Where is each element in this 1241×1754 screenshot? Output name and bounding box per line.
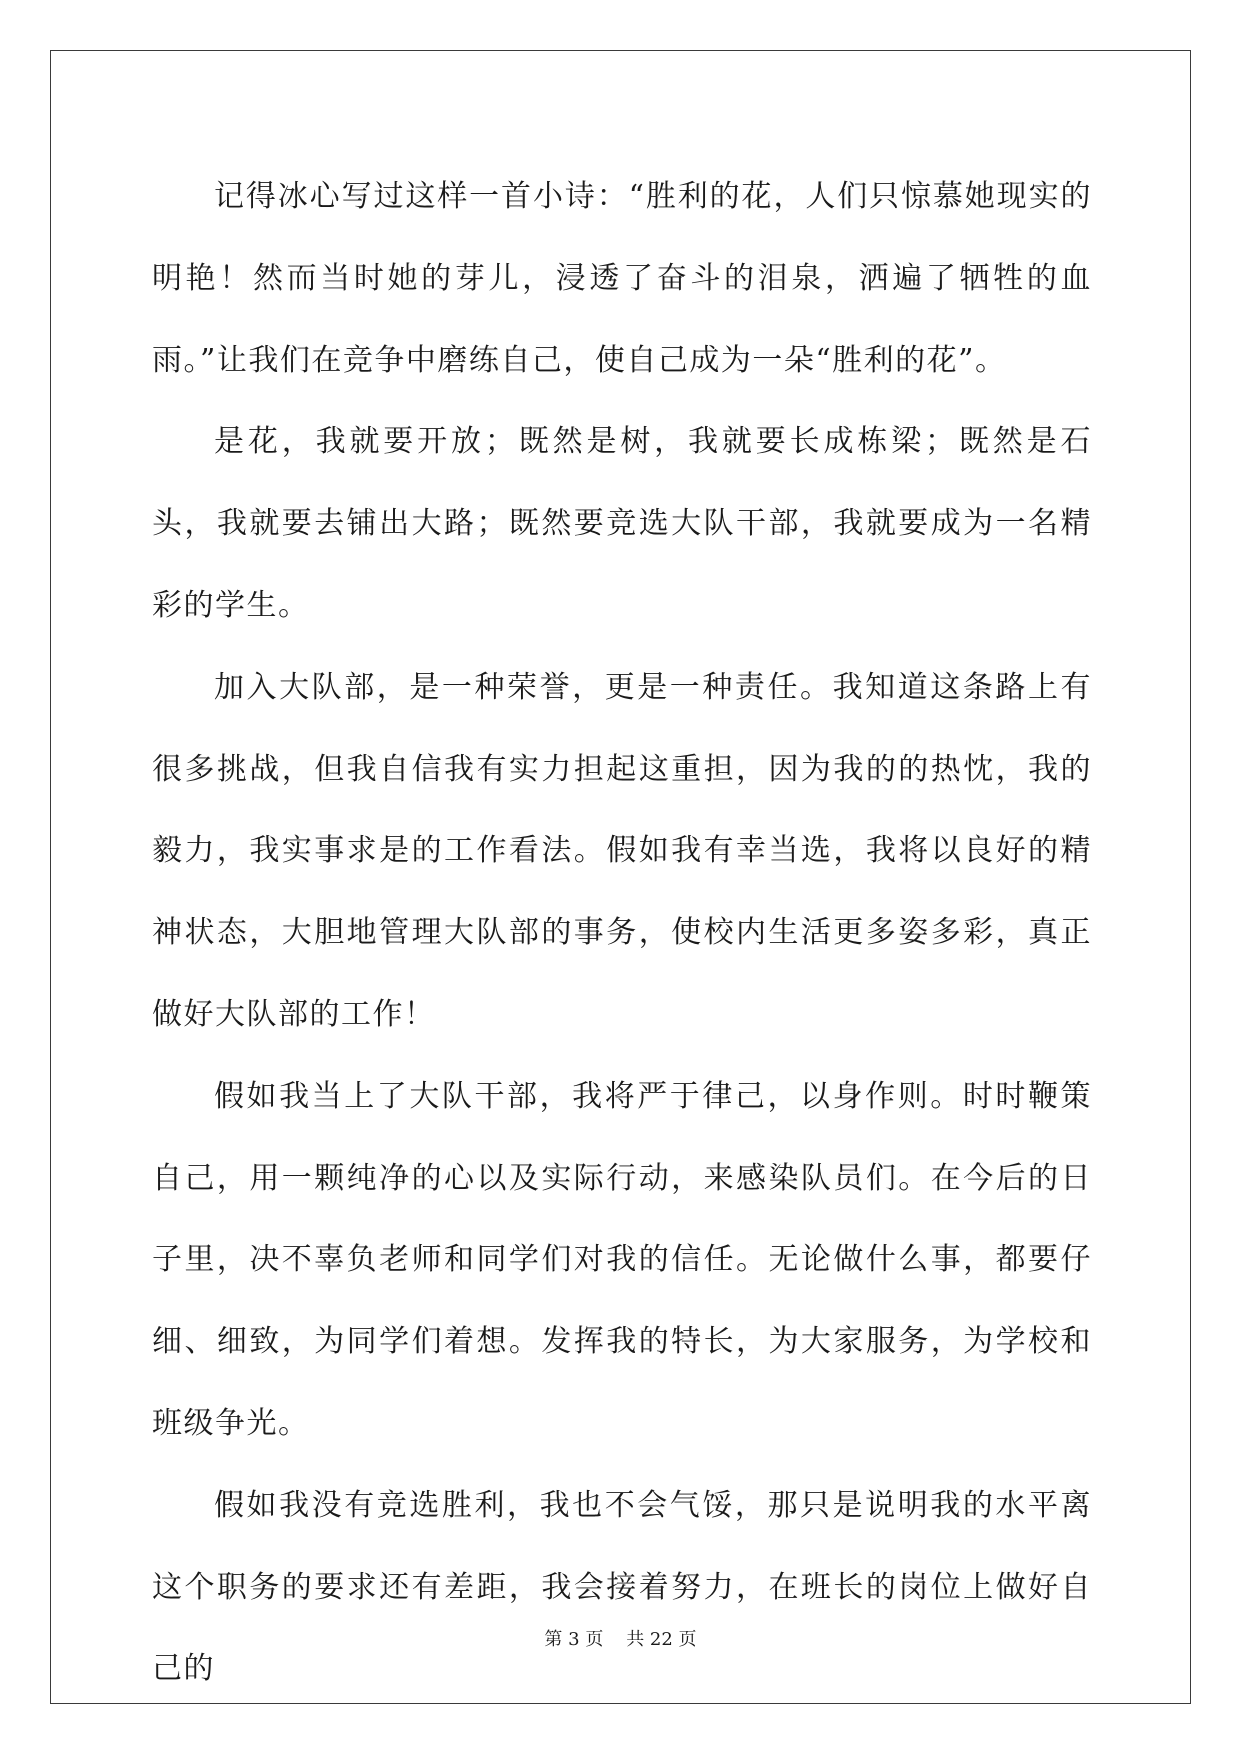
paragraph-4: 假如我当上了大队干部，我将严于律己，以身作则。时时鞭策自己，用一颗纯净的心以及实际行动，来感染队员们。在今后的日子里，决不辜负老师和同学们对我的信任。无论做什么事，都要仔细、细致，为同学们着想。发挥我的特长，为大家服务，为学校和班级争光。 bbox=[152, 1078, 1092, 1441]
page-number-footer: 第 3 页 共 22 页 bbox=[544, 1629, 697, 1650]
paragraph-1: 记得冰心写过这样一首小诗：“胜利的花，人们只惊慕她现实的明艳！然而当时她的芽儿，浸透了奋斗的泪泉，洒遍了牺牲的血雨。”让我们在竞争中磨练自己，使自己成为一朵“胜利的花”。 bbox=[152, 179, 1092, 378]
document-body bbox=[152, 156, 1092, 1710]
paragraph-3: 加入大队部，是一种荣誉，更是一种责任。我知道这条路上有很多挑战，但我自信我有实力担起这重担，因为我的的热忱，我的毅力，我实事求是的工作看法。假如我有幸当选，我将以良好的精神状态，大胆地管理大队部的事务，使校内生活更多姿多彩，真正做好大队部的工作！ bbox=[152, 669, 1092, 1032]
paragraph-2: 是花，我就要开放；既然是树，我就要长成栋梁；既然是石头，我就要去铺出大路；既然要竞选大队干部，我就要成为一名精彩的学生。 bbox=[152, 424, 1092, 623]
paragraph-5: 假如我没有竞选胜利，我也不会气馁，那只是说明我的水平离这个职务的要求还有差距，我会接着努力，在班长的岗位上做好自己的 bbox=[152, 1487, 1092, 1687]
